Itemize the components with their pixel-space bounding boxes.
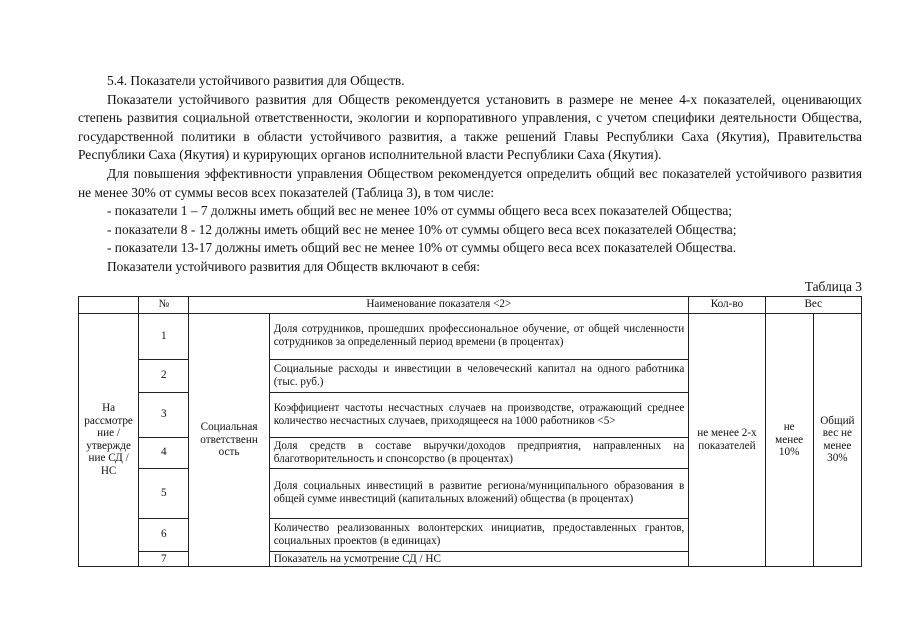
- indicator-name: Доля сотрудников, прошедших профессиональное обучение, от общей численности сотрудников за определенный период времени (в процентах): [269, 313, 689, 359]
- section-heading: 5.4. Показатели устойчивого развития для Обществ.: [107, 73, 405, 88]
- bullet-item-2: - показатели 8 - 12 должны иметь общий вес не менее 10% от суммы общего веса всех показателей Общества;: [107, 221, 737, 237]
- row-number: 4: [139, 437, 189, 468]
- paragraph-3: Показатели устойчивого развития для Обществ включают в себя:: [107, 258, 480, 274]
- row-number: 1: [139, 313, 189, 359]
- weight-cell: не менее 10%: [765, 313, 813, 567]
- bullet-item-1: - показатели 1 – 7 должны иметь общий вес не менее 10% от суммы общего веса всех показателей Общества;: [107, 203, 733, 219]
- indicator-name: Доля социальных инвестиций в развитие региона/муниципального образования в общей сумме инвестиций (капитальных вложений) общества (в процентах): [269, 468, 689, 518]
- row-number: 3: [139, 392, 189, 437]
- table-row: [79, 313, 862, 359]
- row-number: 2: [139, 359, 189, 392]
- table-caption: Таблица 3: [804, 278, 862, 294]
- row-number: 7: [139, 551, 189, 567]
- header-weight: Вес: [765, 296, 861, 313]
- header-name: Наименование показателя <2>: [189, 296, 689, 313]
- total-weight-cell: Общий вес не менее 30%: [813, 313, 861, 567]
- approval-cell: На рассмотре ние /утвержде ние СД / НС: [79, 313, 139, 567]
- paragraph-1: Показатели устойчивого развития для Обществ рекомендуется установить в размере не менее 4-х показателей, оценивающих степень развития социальной ответственности, экологии и корпоративного управления, с учетом специфики деятельности Общества, государственной политики в области устойчивого развития, а также решений Главы Республики Саха (Якутия), Правительства Республики Саха (Якутия) и курирующих органов исполнительной власти Республики Саха (Якутия).: [78, 91, 862, 163]
- header-qty: Кол-во: [689, 296, 765, 313]
- indicator-name: Социальные расходы и инвестиции в человеческий капитал на одного работника (тыс. руб.): [269, 359, 689, 392]
- indicator-name: Доля средств в составе выручки/доходов предприятия, направленных на благотворительность и спонсорство (в процентах): [269, 437, 689, 468]
- indicator-name: Показатель на усмотрение СД / НС: [269, 551, 689, 567]
- row-number: 6: [139, 518, 189, 551]
- indicator-name: Коэффициент частоты несчастных случаев на производстве, отражающий среднее количество несчастных случаев, приходящееся на 1000 работников <5>: [269, 392, 689, 437]
- header-num: №: [139, 296, 189, 313]
- paragraph-2: Для повышения эффективности управления Обществом рекомендуется определить общий вес показателей устойчивого развития не менее 30% от суммы весов всех показателей (Таблица 3), в том числе:: [78, 165, 862, 200]
- category-cell: Социальная ответственн ость: [189, 313, 269, 567]
- indicator-name: Количество реализованных волонтерских инициатив, предоставленных грантов, социальных проектов (в единицах): [269, 518, 689, 551]
- bullet-item-3: - показатели 13-17 должны иметь общий вес не менее 10% от суммы общего веса всех показателей Общества.: [107, 240, 737, 256]
- header-empty-cell: [79, 296, 139, 313]
- table-header-row: [79, 296, 862, 313]
- quantity-cell: не менее 2-х показателей: [689, 313, 765, 567]
- indicators-table: [78, 296, 862, 568]
- row-number: 5: [139, 468, 189, 518]
- document-page: [78, 72, 862, 567]
